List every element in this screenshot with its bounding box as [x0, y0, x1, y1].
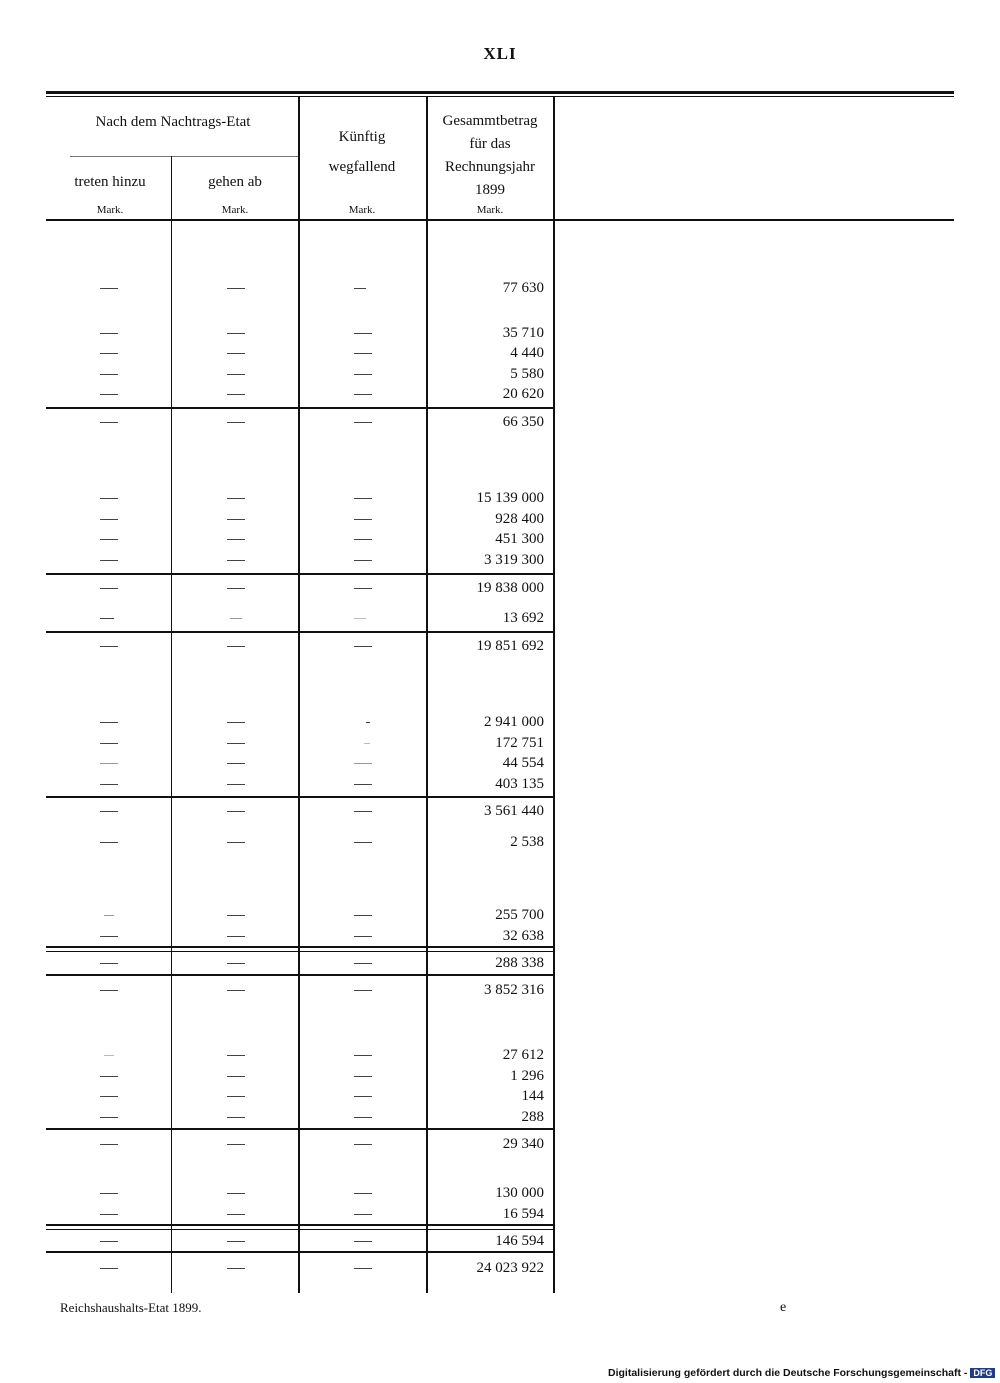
- dash-ab: [227, 1117, 245, 1118]
- amount-cell: 32 638: [502, 928, 544, 944]
- table-row: [48, 733, 554, 753]
- dash-kunftig: [364, 743, 370, 744]
- dash-kunftig: [354, 588, 372, 589]
- footer-signature: e: [780, 1300, 787, 1315]
- dash-kunftig: [354, 963, 372, 964]
- sum-rule: [46, 631, 554, 633]
- dash-ab: [227, 990, 245, 991]
- dash-ab: [227, 811, 245, 812]
- dash-ab: [230, 618, 242, 619]
- table-row: [48, 1086, 554, 1106]
- amount-cell: 146 594: [495, 1233, 544, 1249]
- dash-hinzu: [100, 990, 118, 991]
- amount-cell: 288 338: [495, 955, 544, 971]
- amount-cell: 130 000: [495, 1185, 544, 1201]
- dash-ab: [227, 936, 245, 937]
- dfg-logo: DFG: [970, 1368, 995, 1378]
- top-rule-thin: [46, 96, 954, 97]
- dash-kunftig: [354, 333, 372, 334]
- dash-hinzu: [100, 1268, 118, 1269]
- header-gesamt-line2: für das: [469, 136, 511, 152]
- dash-kunftig: [354, 1214, 372, 1215]
- header-gesamt-line3: Rechnungsjahr: [445, 159, 535, 175]
- dash-ab: [227, 1055, 245, 1056]
- sum-rule: [46, 1128, 554, 1130]
- dash-hinzu: [100, 1214, 118, 1215]
- unit-label: Mark.: [476, 204, 504, 216]
- table-row: [48, 832, 554, 852]
- dash-kunftig: [354, 288, 366, 289]
- unit-label: Mark.: [221, 204, 249, 216]
- digitization-note: [608, 1367, 995, 1379]
- table-row: [48, 364, 554, 384]
- sum-rule: [46, 946, 554, 948]
- table-row: [48, 550, 554, 570]
- dash-ab: [227, 394, 245, 395]
- dash-ab: [227, 1076, 245, 1077]
- table-row: [48, 529, 554, 549]
- header-gesamt-line1: Gesammtbetrag: [442, 113, 538, 129]
- dash-kunftig: [354, 811, 372, 812]
- dash-kunftig: [354, 784, 372, 785]
- dash-kunftig: [354, 842, 372, 843]
- dash-hinzu: [100, 842, 118, 843]
- dash-hinzu: [100, 374, 118, 375]
- dash-ab: [227, 498, 245, 499]
- dash-ab: [227, 763, 245, 764]
- dash-kunftig: [354, 374, 372, 375]
- dash-hinzu: [100, 763, 118, 764]
- table-row: [48, 488, 554, 508]
- dash-hinzu: [100, 784, 118, 785]
- dash-hinzu: [100, 743, 118, 744]
- dash-ab: [227, 539, 245, 540]
- unit-label: Mark.: [348, 204, 376, 216]
- dash-ab: [227, 588, 245, 589]
- dash-kunftig: [354, 1193, 372, 1194]
- page-number: XLI: [483, 44, 517, 63]
- table-row: [48, 636, 554, 656]
- dash-kunftig: [354, 422, 372, 423]
- dash-hinzu: [100, 539, 118, 540]
- dash-hinzu: [100, 588, 118, 589]
- table-row: [48, 712, 554, 732]
- dash-ab: [227, 422, 245, 423]
- sum-rule: [46, 796, 554, 798]
- dash-ab: [227, 560, 245, 561]
- table-row: [48, 753, 554, 773]
- dash-kunftig: [354, 353, 372, 354]
- top-rule-thick: [46, 91, 954, 94]
- dash-hinzu: [100, 288, 118, 289]
- dash-kunftig: [354, 1117, 372, 1118]
- dash-kunftig: [354, 990, 372, 991]
- dash-hinzu: [100, 1076, 118, 1077]
- dash-hinzu: [100, 1096, 118, 1097]
- table-row: [48, 278, 554, 298]
- dash-ab: [227, 1193, 245, 1194]
- sum-rule: [46, 1224, 554, 1226]
- amount-cell: 16 594: [502, 1206, 544, 1222]
- dash-kunftig: [354, 618, 366, 619]
- amount-cell: 20 620: [502, 386, 544, 402]
- dash-ab: [227, 743, 245, 744]
- dash-ab: [227, 784, 245, 785]
- amount-cell: 2 941 000: [484, 714, 544, 730]
- dash-hinzu: [100, 333, 118, 334]
- header-gesammtbetrag: [426, 110, 554, 202]
- dash-hinzu: [100, 519, 118, 520]
- table-row: [48, 1183, 554, 1203]
- amount-cell: 19 838 000: [476, 580, 544, 596]
- amount-cell: 172 751: [495, 735, 544, 751]
- sum-rule: [46, 1251, 554, 1253]
- dash-ab: [227, 353, 245, 354]
- dash-hinzu: [100, 963, 118, 964]
- amount-cell: 15 139 000: [476, 490, 544, 506]
- dash-kunftig: [354, 539, 372, 540]
- amount-cell: 2 538: [510, 834, 544, 850]
- dash-ab: [227, 374, 245, 375]
- dash-kunftig: [354, 1055, 372, 1056]
- dash-ab: [227, 842, 245, 843]
- dash-kunftig: [354, 1268, 372, 1269]
- amount-cell: 77 630: [502, 280, 544, 296]
- table-row: [48, 578, 554, 598]
- table-row: [48, 801, 554, 821]
- table-row: [48, 412, 554, 432]
- sum-rule: [46, 1229, 554, 1230]
- sum-rule: [46, 951, 554, 952]
- dash-ab: [227, 519, 245, 520]
- dash-hinzu: [100, 811, 118, 812]
- table-row: [48, 608, 554, 628]
- table-row: [48, 1204, 554, 1224]
- digitization-text: Digitalisierung gefördert durch die Deutsche Forschungsgemeinschaft -: [608, 1367, 968, 1379]
- sum-rule: [46, 407, 554, 409]
- amount-cell: 144: [521, 1088, 544, 1104]
- dash-ab: [227, 963, 245, 964]
- header-kunftig-line1: Künftig: [338, 129, 386, 145]
- dash-kunftig: [354, 560, 372, 561]
- dash-hinzu: [100, 353, 118, 354]
- table-row: [48, 343, 554, 363]
- table-row: [48, 1045, 554, 1065]
- dash-kunftig: [354, 915, 372, 916]
- dash-ab: [227, 333, 245, 334]
- unit-label: Mark.: [96, 204, 124, 216]
- dash-ab: [227, 1268, 245, 1269]
- amount-cell: 35 710: [502, 325, 544, 341]
- amount-cell: 5 580: [510, 366, 544, 382]
- sum-rule: [46, 974, 554, 976]
- dash-hinzu: [100, 936, 118, 937]
- amount-cell: 29 340: [502, 1136, 544, 1152]
- amount-cell: 66 350: [502, 414, 544, 430]
- amount-cell: 24 023 922: [476, 1260, 544, 1276]
- dash-kunftig: [354, 1096, 372, 1097]
- dash-ab: [227, 288, 245, 289]
- amount-cell: 403 135: [495, 776, 544, 792]
- dash-kunftig: [354, 1076, 372, 1077]
- amount-cell: 288: [521, 1109, 544, 1125]
- table-row: [48, 1107, 554, 1127]
- dash-hinzu: [104, 915, 114, 916]
- dash-hinzu: [100, 394, 118, 395]
- header-kunftig-line2: wegfallend: [328, 159, 396, 175]
- dash-hinzu: [100, 618, 114, 619]
- amount-cell: 27 612: [502, 1047, 544, 1063]
- dash-kunftig: [354, 1144, 372, 1145]
- dash-ab: [227, 722, 245, 723]
- dash-ab: [227, 915, 245, 916]
- dash-hinzu: [104, 1055, 114, 1056]
- header-gehen-ab: gehen ab: [208, 174, 262, 190]
- header-bottom-rule: [46, 219, 954, 221]
- dash-ab: [227, 1096, 245, 1097]
- table-row: [48, 323, 554, 343]
- dash-hinzu: [100, 1193, 118, 1194]
- amount-cell: 19 851 692: [476, 638, 544, 654]
- dash-hinzu: [100, 1144, 118, 1145]
- amount-cell: 4 440: [510, 345, 544, 361]
- dash-kunftig: [354, 498, 372, 499]
- dash-ab: [227, 1241, 245, 1242]
- table-row: [48, 1231, 554, 1251]
- amount-cell: 3 852 316: [484, 982, 544, 998]
- header-gesamt-line4: 1899: [475, 182, 505, 198]
- amount-cell: 3 319 300: [484, 552, 544, 568]
- table-row: [48, 953, 554, 973]
- table-row: [48, 926, 554, 946]
- table-row: [48, 1066, 554, 1086]
- amount-cell: 451 300: [495, 531, 544, 547]
- table-row: [48, 1258, 554, 1278]
- amount-cell: 928 400: [495, 511, 544, 527]
- table-row: [48, 774, 554, 794]
- dash-hinzu: [100, 498, 118, 499]
- amount-cell: 3 561 440: [484, 803, 544, 819]
- dash-kunftig: [354, 1241, 372, 1242]
- dash-hinzu: [100, 1241, 118, 1242]
- dash-hinzu: [100, 422, 118, 423]
- dash-ab: [227, 646, 245, 647]
- dash-hinzu: [100, 722, 118, 723]
- header-kunftig: [298, 122, 426, 182]
- group-rule: [70, 156, 298, 157]
- dash-ab: [227, 1214, 245, 1215]
- dash-hinzu: [100, 646, 118, 647]
- amount-cell: 13 692: [502, 610, 544, 626]
- dash-hinzu: [100, 560, 118, 561]
- dash-kunftig: [354, 763, 372, 764]
- header-group-title: Nach dem Nachtrags-Etat: [95, 114, 251, 130]
- dash-kunftig: [354, 646, 372, 647]
- table-row: [48, 509, 554, 529]
- table-row: [48, 980, 554, 1000]
- amount-cell: 44 554: [502, 755, 544, 771]
- amount-cell: 255 700: [495, 907, 544, 923]
- table-row: [48, 1134, 554, 1154]
- amount-cell: 1 296: [510, 1068, 544, 1084]
- table-row: [48, 384, 554, 404]
- dash-hinzu: [100, 1117, 118, 1118]
- dash-kunftig: [354, 394, 372, 395]
- dash-kunftig: [354, 519, 372, 520]
- dash-kunftig: [354, 936, 372, 937]
- sum-rule: [46, 573, 554, 575]
- footer-source: Reichshaushalts-Etat 1899.: [60, 1300, 202, 1315]
- header-treten-hinzu: treten hinzu: [74, 174, 146, 190]
- dash-ab: [227, 1144, 245, 1145]
- dash-kunftig: [366, 722, 370, 723]
- table-row: [48, 905, 554, 925]
